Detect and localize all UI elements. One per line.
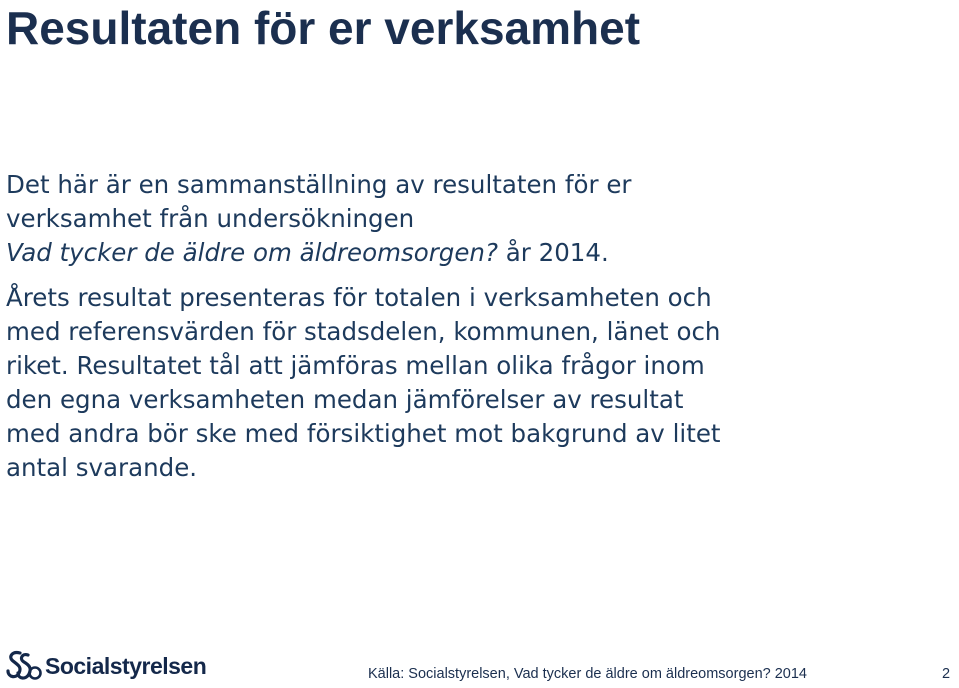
slide-body [6,168,906,485]
logo-text: Socialstyrelsen [45,652,207,679]
paragraph2-line: med andra bör ske med försiktighet mot bakgrund av litet [6,419,721,448]
source-citation: Källa: Socialstyrelsen, Vad tycker de äldre om äldreomsorgen? 2014 [368,666,807,682]
slide-title: Resultaten för er verksamhet [6,2,641,54]
paragraph1-line2: verksamhet från undersökningen [6,204,415,233]
paragraph2-line: den egna verksamheten medan jämförelser av resultat [6,385,684,414]
socialstyrelsen-logo [6,648,206,684]
survey-name: Vad tycker de äldre om äldreomsorgen? [6,238,498,267]
paragraph2-line: med referensvärden för stadsdelen, kommunen, länet och [6,317,721,346]
survey-year: år 2014. [497,238,609,267]
socialstyrelsen-emblem-icon [6,649,42,683]
paragraph2-line: riket. Resultatet tål att jämföras mellan olika frågor inom [6,351,705,380]
paragraph1-line1: Det här är en sammanställning av resultaten för er [6,170,632,199]
paragraph2-line: Årets resultat presenteras för totalen i verksamheten och [6,283,712,312]
page-number: 2 [942,666,951,682]
paragraph1-line3 [6,236,906,270]
paragraph2-line: antal svarande. [6,453,198,482]
